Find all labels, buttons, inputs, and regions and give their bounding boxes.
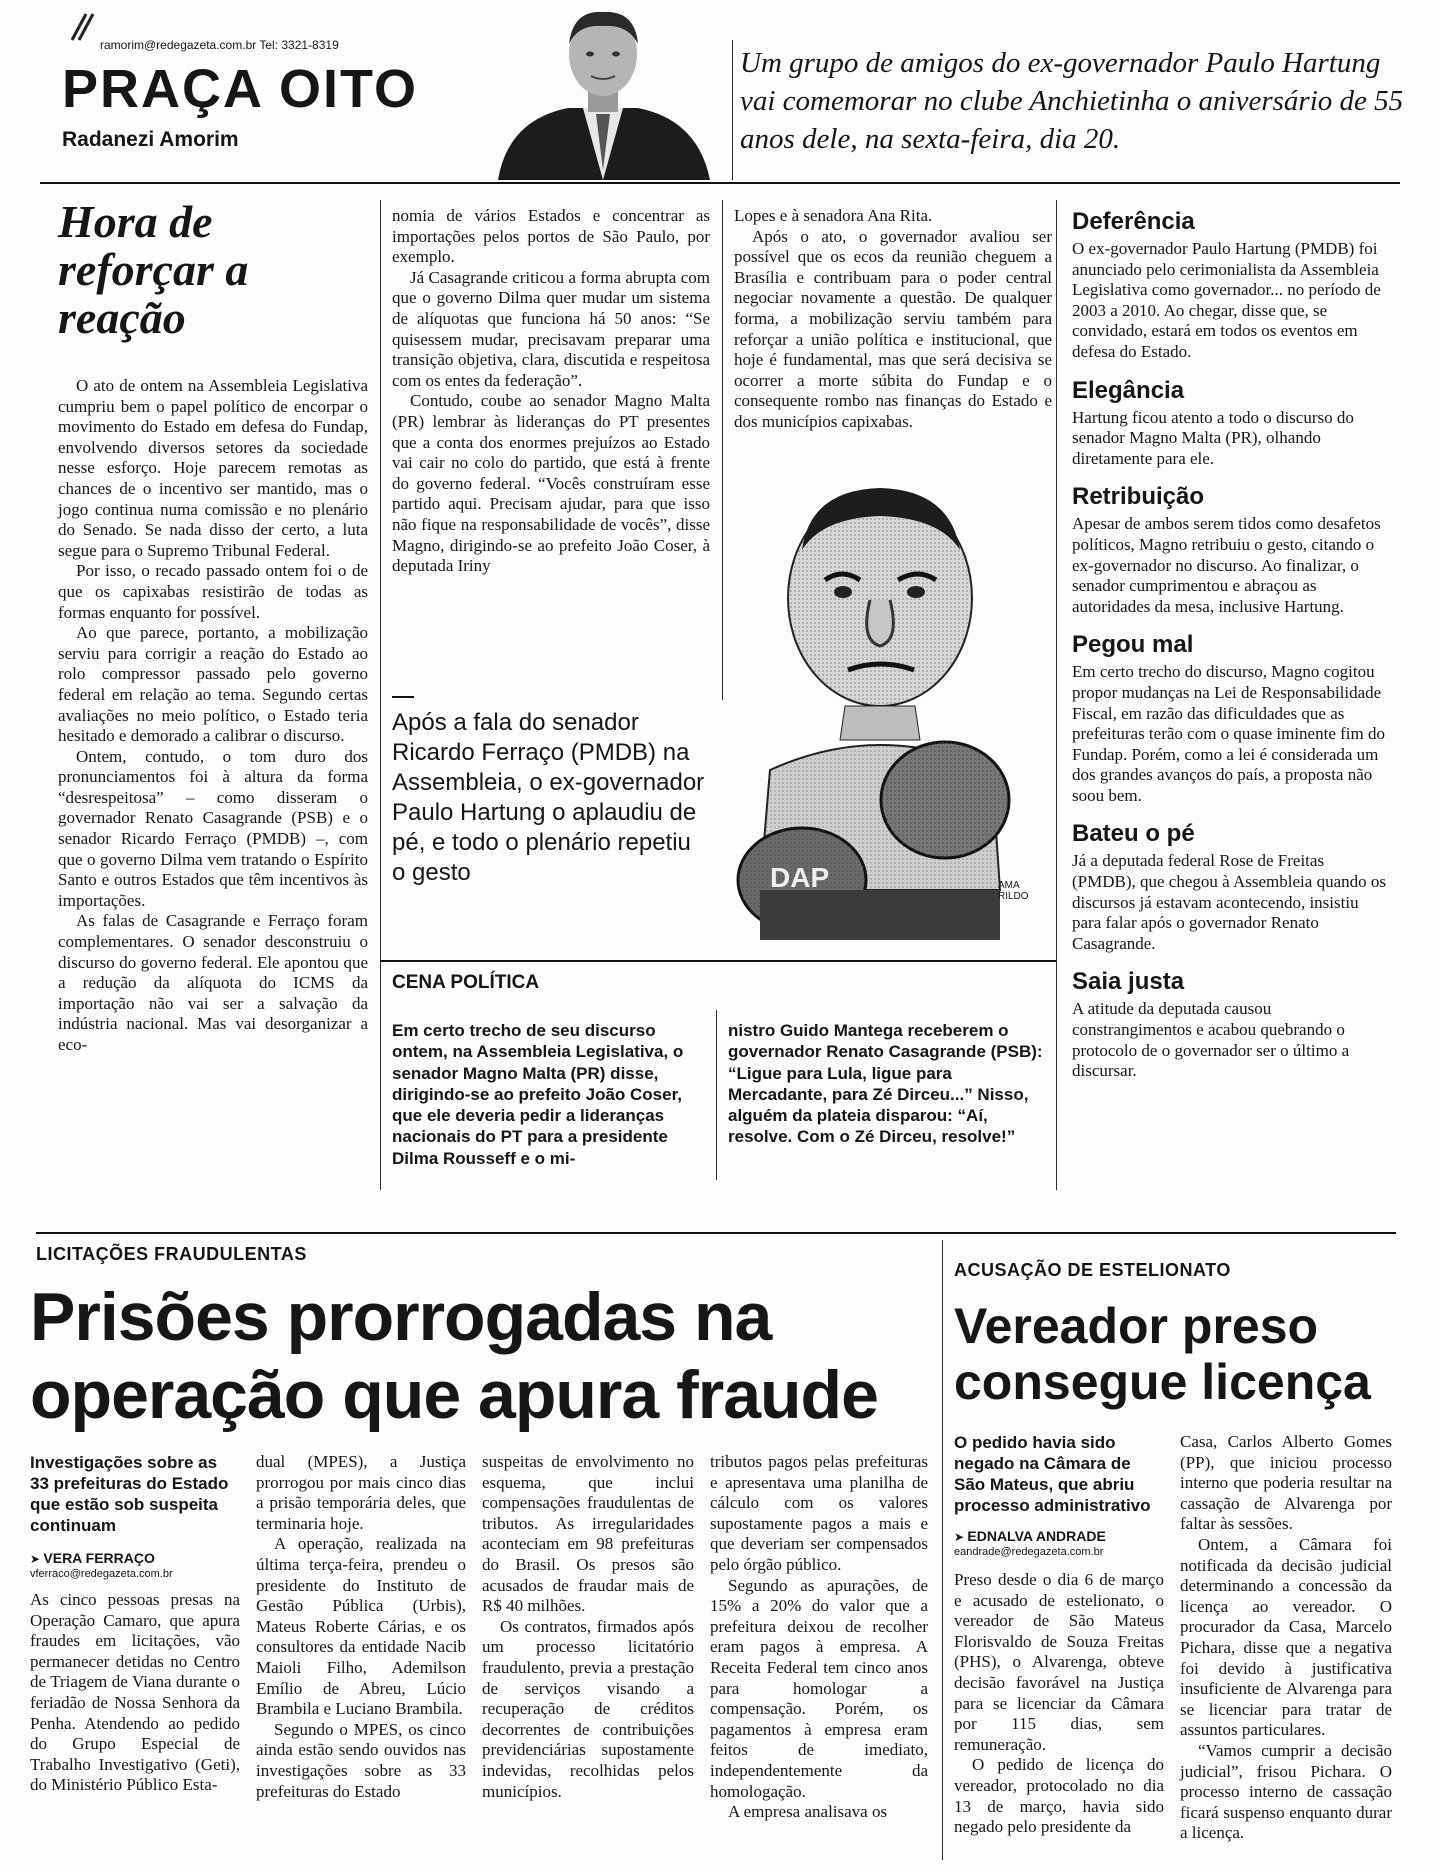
sidebar-note bbox=[1072, 483, 1392, 617]
note-text: O ex-governador Paulo Hartung (PMDB) foi anunciado pelo cerimonialista da Assembleia Legislativa como governador... no período de 2003 a 2010. Ao chegar, disse que, se convidado, estará em todos os eventos em defesa do Estado. bbox=[1072, 239, 1381, 361]
story2-byline: EDNALVA ANDRADE bbox=[967, 1528, 1106, 1544]
sidebar-notes bbox=[1072, 208, 1392, 1096]
sidebar-note bbox=[1072, 208, 1392, 363]
caricature-cartoon bbox=[730, 470, 1050, 940]
story2-deck: O pedido havia sido negado na Câmara de São Mateus, que abriu processo administrativo bbox=[954, 1433, 1151, 1515]
header-teaser: Um grupo de amigos do ex-governador Paulo Hartung vai comemorar no clube Anchietinha o aniversário de 55 anos dele, na sexta-feira, dia 20. bbox=[740, 47, 1404, 155]
note-title: Deferência bbox=[1072, 208, 1195, 235]
story1-col2 bbox=[256, 1452, 466, 1802]
contact-line: ramorim@redegazeta.com.br Tel: 3321-8319 bbox=[100, 38, 339, 52]
story2-email: eandrade@redegazeta.com.br bbox=[954, 1546, 1104, 1558]
story1-paragraph: dual (MPES), a Justiça prorrogou por mais cinco dias a prisão temporária deles, que terminaria hoje. bbox=[256, 1452, 466, 1533]
column-name: PRAÇA OITO bbox=[62, 59, 419, 119]
column-paragraph: Por isso, o recado passado ontem foi o de que os capixabas resistirão de todas as formas enquanto for possível. bbox=[58, 561, 368, 622]
note-title: Bateu o pé bbox=[1072, 820, 1195, 848]
cena-politica-text-col1: Em certo trecho de seu discurso ontem, na Assembleia Legislativa, o senador Magno Malta (PR) disse, dirigindo-se ao prefeito João Coser, que ele deveria pedir a lideranças nacionais do PT para a presidente Dilma Rousseff e o mi- bbox=[392, 1021, 684, 1168]
story1-col4 bbox=[710, 1452, 928, 1823]
column-paragraph: Ontem, contudo, o tom duro dos pronunciamentos foi à altura da forma “desrespeitosa” – como disseram o governador Renato Casagrande (PSB) e o senador Ricardo Ferraço (PMDB) –, com que o governo Dilma vem tratando o Espírito Santo e outros Estados que têm incentivos às importações. bbox=[58, 746, 368, 910]
story1-paragraph: As cinco pessoas presas na Operação Camaro, que apura fraudes em licitações, vão permanecer detidas no Centro de Triagem de Viana durante o feriadão de Nossa Senhora da Penha. Atendendo ao pedido do Grupo Especial de Trabalho Investigativo (Geti), do Ministério Público Esta- bbox=[30, 1590, 240, 1795]
story2-paragraph: “Vamos cumprir a decisão judicial”, frisou Pichara. O processo interno de cassação ficará suspenso enquanto durar a licença. bbox=[1180, 1740, 1392, 1843]
story1-paragraph: Segundo o MPES, os cinco ainda estão sendo ouvidos nas investigações sobre as 33 prefeituras do Estado bbox=[256, 1719, 466, 1801]
column-paragraph: Após o ato, o governador avaliou ser possível que os ecos da reunião cheguem a Brasília e contribuam para o poder central negociar novamente a questão. De qualquer forma, a mobilização serviu também para reforçar a união política e institucional, que hoje é fundamental, mas que será decisiva se ocorrer a morte súbita do Fundap e o consequente rombo nas finanças do Estado e dos municípios capixabas. bbox=[734, 226, 1052, 431]
story1-kicker: LICITAÇÕES FRAUDULENTAS bbox=[36, 1244, 307, 1264]
author-photo bbox=[488, 10, 718, 180]
column-paragraph: Já Casagrande criticou a forma abrupta com que o governo Dilma quer mudar um sistema de alíquotas que funciona há 50 anos: “Se quisessem mudar, precisavam preparar uma transição objetiva, clara, discutida e respeitosa com os entes da federação”. bbox=[392, 267, 710, 390]
column-paragraph: Lopes e à senadora Ana Rita. bbox=[734, 206, 933, 225]
column-paragraph: As falas de Casagrande e Ferraço foram complementares. O senador desconstruiu o discurso do governo federal. Ele apontou que a redução da alíquota do ICMS da importação não vai ser a salvação da indústria nacional. Mas vai desorganizar a eco- bbox=[58, 911, 368, 1054]
masthead bbox=[40, 10, 1420, 180]
column-paragraph: Ao que parece, portanto, a mobilização serviu para corrigir a reação do Estado ao rolo compressor passado pelo governo federal em relação ao tema. Segundo certas avaliações no meio político, o Estado teria hesitado e demorado a calibrar o discurso. bbox=[58, 623, 368, 746]
story1-paragraph: Segundo as apurações, de 15% a 20% do valor que a prefeitura deixou de recolher eram pagos à empresa. A Receita Federal tem cinco anos para homologar a compensação. Porém, os pagamentos à empresa eram feitos de imediato, independentemente da homologação. bbox=[710, 1575, 928, 1801]
story2-paragraph: Ontem, a Câmara foi notificada da decisão judicial determinando a concessão da licença ao vereador. O procurador da Casa, Marcelo Pichara, disse que a negativa foi devido à justificativa insuficiente de Alvarenga para se licenciar para tratar de assuntos particulares. bbox=[1180, 1534, 1392, 1740]
cena-politica-text-col2: nistro Guido Mantega receberem o governador Renato Casagrande (PSB): “Ligue para Lula, ligue para Mercadante, para Zé Dirceu...” Nisso, alguém da plateia disparou: “Aí, resolve. Com o Zé Dirceu, resolve!” bbox=[728, 1021, 1043, 1147]
story2-paragraph: Preso desde o dia 6 de março e acusado de estelionato, o vereador de São Mateus Florisvaldo de Souza Freitas (PHS), o Alvarenga, obteve decisão favorável na Justiça para se licenciar da Câmara por 115 dias, sem remuneração. bbox=[954, 1570, 1164, 1754]
note-text: A atitude da deputada causou constrangimentos e acabou quebrando o protocolo de o governador ser o último a discursar. bbox=[1072, 999, 1350, 1081]
byline-arrow-icon: ➤ bbox=[954, 1530, 968, 1544]
story1-paragraph: A empresa analisava os bbox=[728, 1802, 888, 1822]
story1-col1 bbox=[30, 1452, 240, 1796]
sidebar-note bbox=[1072, 968, 1392, 1081]
pull-quote: Após a fala do senador Ricardo Ferraço (PMDB) na Assembleia, o ex-governador Paulo Hartung o aplaudiu de pé, e todo o plenário repetiu o gesto bbox=[392, 709, 705, 886]
column-text-col1 bbox=[58, 376, 368, 1056]
column-text-col2 bbox=[392, 206, 710, 577]
story2-col2 bbox=[1180, 1432, 1392, 1844]
column-paragraph: nomia de vários Estados e concentrar as importações pelos portos de São Paulo, por exemplo. bbox=[392, 206, 710, 267]
byline-arrow-icon: ➤ bbox=[30, 1552, 44, 1566]
note-title: Elegância bbox=[1072, 376, 1185, 404]
story2-col1 bbox=[954, 1432, 1164, 1838]
story2-kicker: ACUSAÇÃO DE ESTELIONATO bbox=[954, 1260, 1231, 1280]
story1-headline: Prisões prorrogadas na operação que apura fraude bbox=[30, 1279, 878, 1433]
note-text: Já a deputada federal Rose de Freitas (PMDB), que chegou à Assembleia quando os discursos já estavam acontecendo, insistiu para falar após o governador Renato Casagrande. bbox=[1072, 851, 1386, 953]
note-text: Em certo trecho do discurso, Magno cogitou propor mudanças na Lei de Responsabilidade Fiscal, em razão das dificuldades que as prefeituras terão com o quase iminente fim do Fundap. Porém, como a lei é considerada um dos grandes avanços do país, a proposta não soou bem. bbox=[1072, 662, 1385, 805]
sidebar-note bbox=[1072, 377, 1392, 470]
cartoon-signature: AMA RILDO bbox=[998, 880, 1029, 902]
note-text: Apesar de ambos serem tidos como desafetos políticos, Magno retribuiu o gesto, citando o ex-governador no discurso. Ao finalizar, o senador cumprimentou e abraçou as autoridades da mesa, inclusive Hartung. bbox=[1072, 514, 1381, 616]
column-paragraph: O ato de ontem na Assembleia Legislativa cumpriu bem o papel político de encorpar o movimento do Estado em defesa do Fundap, envolvendo diversos setores da sociedade nesse esforço. Hoje parecem remotas as chances de o incentivo ser mantido, mas o jogo continua numa comissão e no plenário do Senado. Se nada disso der certo, a luta segue para o Supremo Tribunal Federal. bbox=[58, 376, 368, 560]
story1-paragraph: tributos pagos pelas prefeituras e apresentava uma planilha de cálculo com os valores supostamente pagos a mais e que deveriam ser compensados pelo órgão público. bbox=[710, 1452, 928, 1574]
note-title: Pegou mal bbox=[1072, 631, 1194, 659]
story2-paragraph: Casa, Carlos Alberto Gomes (PP), que iniciou processo interno que poderia resultar na cassação de Alvarenga por faltar às sessões. bbox=[1180, 1432, 1392, 1534]
author-name: Radanezi Amorim bbox=[62, 128, 239, 151]
sidebar-note bbox=[1072, 631, 1392, 806]
column-paragraph: Contudo, coube ao senador Magno Malta (PR) lembrar às lideranças do PT presentes que a conta dos enormes prejuízos ao Estado vai cair no colo do partido, que está à frente do governo federal. “Vocês construíram esse partido aqui. Precisam ajudar, para que isso não fique na responsabilidade de vocês”, disse Magno, dirigindo-se ao prefeito João Coser, à deputada Iriny bbox=[392, 391, 710, 576]
sidebar-note bbox=[1072, 820, 1392, 954]
column-logo-icon bbox=[68, 12, 96, 42]
story1-byline: VERA FERRAÇO bbox=[43, 1550, 155, 1566]
cena-politica-title: CENA POLÍTICA bbox=[392, 972, 540, 993]
cartoon-glove-text: DAP bbox=[770, 862, 830, 893]
column-text-col3 bbox=[734, 206, 1052, 433]
story1-paragraph: A operação, realizada na última terça-feira, prendeu o presidente do Instituto de Gestão Pública (Urbis), Mateus Roberte Cárias, e os consultores da entidade Nacib Maioli Filho, Ademilson Emílio de Abreu, Lúcio Brambila e Luciano Brambila. bbox=[256, 1534, 466, 1719]
story2-paragraph: O pedido de licença do vereador, protocolado no dia 13 de março, havia sido negado pelo presidente da bbox=[954, 1755, 1164, 1837]
note-title: Saia justa bbox=[1072, 968, 1185, 996]
story1-deck: Investigações sobre as 33 prefeituras do Estado que estão sob suspeita continuam bbox=[30, 1453, 229, 1535]
story1-email: vferraco@redegazeta.com.br bbox=[30, 1568, 173, 1580]
story1-col3 bbox=[482, 1452, 694, 1802]
story2-headline: Vereador preso consegue licença bbox=[954, 1298, 1371, 1410]
note-text: Hartung ficou atento a todo o discurso do senador Magno Malta (PR), olhando diretamente para ele. bbox=[1072, 407, 1354, 468]
note-title: Retribuição bbox=[1072, 483, 1205, 511]
column-headline: Hora de reforçar a reação bbox=[58, 196, 249, 343]
story1-paragraph: Os contratos, firmados após um processo licitatório fraudulento, previa a prestação de serviços visando a recuperação de créditos decorrentes de contribuições previdenciárias supostamente indevidas, recolhidas pelos municípios. bbox=[482, 1616, 694, 1801]
story1-paragraph: suspeitas de envolvimento no esquema, que inclui compensações fraudulentas de tributos. As irregularidades aconteciam em 98 prefeituras do Brasil. Os presos são acusados de fraudar mais de R$ 40 milhões. bbox=[482, 1452, 694, 1616]
